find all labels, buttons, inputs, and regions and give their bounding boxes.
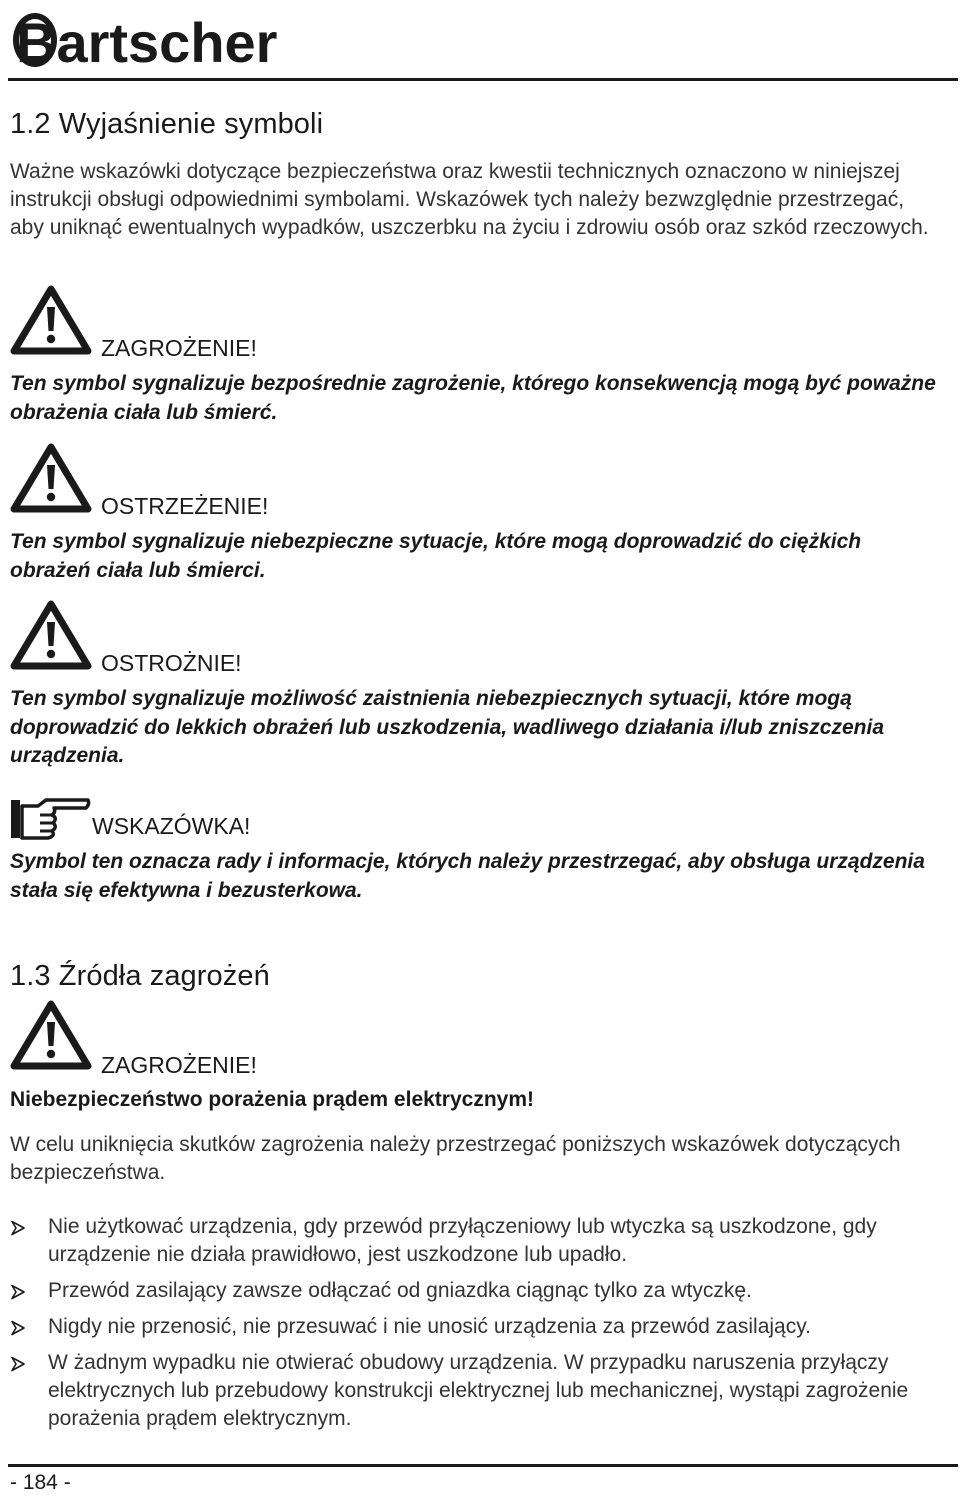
signal-desc-hint: Symbol ten oznacza rady i informacje, których należy przestrzegać, aby obsługa urządzenia stała się efektywna i bezusterkowa. [10,850,925,902]
list-item [10,1313,940,1341]
signal-title-warning: OSTRZEŻENIE! [101,493,269,519]
footer-rule [8,1464,958,1467]
arrow-bullet-icon [10,1356,26,1372]
signal-desc-danger: Ten symbol sygnalizuje bezpośrednie zagrożenie, którego konsekwencją mogą być poważne obrażenia ciała lub śmierć. [10,372,936,424]
section-heading-hazards: 1.3 Źródła zagrożeń [10,960,270,992]
warning-triangle-icon [10,443,92,513]
warning-triangle-icon [10,1000,92,1070]
arrow-bullet-icon [10,1320,26,1336]
list-item [10,1213,940,1269]
arrow-bullet-icon [10,1284,26,1300]
pointing-hand-icon [10,796,90,842]
list-item-text: Nigdy nie przenosić, nie przesuwać i nie unosić urządzenia za przewód zasilający. [48,1315,811,1338]
list-item-text: Przewód zasilający zawsze odłączać od gniazdka ciągnąc tylko za wtyczkę. [48,1279,752,1302]
list-item [10,1277,940,1305]
page-number: - 184 - [10,1471,71,1494]
list-item-text: W żadnym wypadku nie otwierać obudowy urządzenia. W przypadku naruszenia przyłączy elektrycznych lub przebudowy konstrukcji elektrycznej lub mechanicznej, wystąpi zagrożenie porażenia prądem elektrycznym. [48,1351,909,1430]
electric-shock-warning: Niebezpieczeństwo porażenia prądem elektrycznym! [10,1088,535,1111]
hazards-intro: W celu uniknięcia skutków zagrożenia należy przestrzegać poniższych wskazówek dotyczących bezpieczeństwa. [10,1133,901,1184]
safety-instructions-list [10,1213,940,1441]
signal-title-caution: OSTROŻNIE! [101,650,242,676]
logo-text: Bartscher [16,11,278,74]
signal-title-danger: ZAGROŻENIE! [101,335,257,361]
signal-title-hint: WSKAZÓWKA! [92,813,251,839]
warning-triangle-icon [10,600,92,670]
list-item-text: Nie użytkować urządzenia, gdy przewód przyłączeniowy lub wtyczka są uszkodzone, gdy urządzenie nie działa prawidłowo, jest uszkodzone lub upadło. [48,1215,877,1266]
signal-title-electric-danger: ZAGROŻENIE! [101,1052,257,1078]
signal-desc-caution: Ten symbol sygnalizuje możliwość zaistnienia niebezpiecznych sytuacji, które mogą doprowadzić do lekkich obrażeń lub uszkodzenia, wadliwego działania i/lub zniszczenia urządzenia. [10,687,884,767]
bartscher-logo [10,6,278,74]
arrow-bullet-icon [10,1220,26,1236]
signal-desc-warning: Ten symbol sygnalizuje niebezpieczne sytuacje, które mogą doprowadzić do ciężkich obrażeń ciała lub śmierci. [10,530,862,582]
warning-triangle-icon [10,285,92,355]
symbols-intro: Ważne wskazówki dotyczące bezpieczeństwa oraz kwestii technicznych oznaczono w niniejszej instrukcji obsługi odpowiednimi symbolami. Wskazówek tych należy bezwzględnie przestrzegać, aby uniknąć ewentualnych wypadków, uszczerbku na życiu i zdrowiu osób oraz szkód rzeczowych. [10,160,929,239]
header-rule [8,78,958,81]
section-heading-symbols: 1.2 Wyjaśnienie symboli [10,108,324,140]
list-item [10,1349,940,1433]
